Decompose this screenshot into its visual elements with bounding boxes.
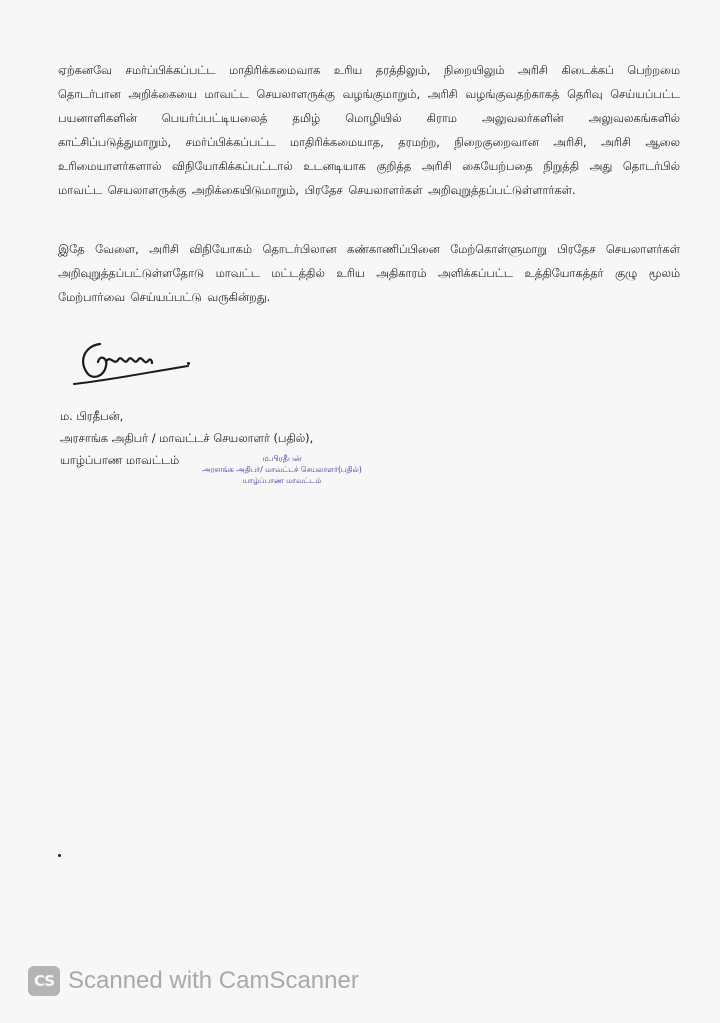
stamp-name: ம.பிரதீபன் — [262, 454, 302, 463]
scan-speck — [58, 854, 61, 857]
body-paragraph-2: இதே வேளை, அரிசி விநியோகம் தொடர்பிலான கண்காணிப்பினை மேற்கொள்ளுமாறு பிரதேச செயலாளர்கள் அறிவுறுத்தப்பட்டுள்ளதோடு மாவட்ட மட்டத்தில் உரிய அதிகாரம் அளிக்கப்பட்ட உத்தியோகத்தர் குழு மூலம் மேற்பார்வை செய்யப்பட்டு வருகின்றது. — [58, 242, 680, 304]
camscanner-watermark — [28, 966, 359, 996]
stamp-district: யாழ்ப்பாண மாவட்டம் — [242, 476, 322, 485]
watermark-text: Scanned with CamScanner — [68, 967, 359, 994]
signature-dot — [187, 362, 190, 365]
handwritten-signature — [70, 336, 195, 386]
signatory-name: ம. பிரதீபன், — [60, 409, 124, 423]
signatory-district: யாழ்ப்பாண மாவட்டம் — [60, 453, 180, 467]
official-stamp — [172, 453, 392, 486]
body-paragraph-1: ஏற்கனவே சமர்ப்பிக்கப்பட்ட மாதிரிக்கமைவாக உரிய தரத்திலும், நிறையிலும் அரிசி கிடைக்கப் பெற்றமை தொடர்பான அறிக்கையை மாவட்ட செயலாளருக்கு வழங்குமாறும், அரிசி வழங்குவதற்காகத் தெரிவு செய்யப்பட்ட பயனாளிகளின் பெயர்ப்பட்டியலைத் தமிழ் மொழியில் கிராம அலுவலர்களின் அலுவலகங்களில் காட்சிப்படுத்துமாறும், சமர்ப்பிக்கப்பட்ட மாதிரிக்கமையாத, தரமற்ற, நிறைகுறைவான அரிசி, அரிசி ஆலை உரிமையாளர்களால் விநியோகிக்கப்பட்டால் உடனடியாக குறித்த அரிசி கையேற்பதை நிறுத்தி அது தொடர்பில் மாவட்ட செயலாளருக்கு அறிக்கையிடுமாறும், பிரதேச செயலாளர்கள் அறிவுறுத்தப்பட்டுள்ளார்கள். — [58, 63, 680, 197]
camscanner-logo-icon: CS — [28, 966, 60, 996]
stamp-title: அரசாங்க அதிபர்/ மாவட்டச் செயலாளர்(பதில்) — [202, 465, 362, 474]
signatory-title: அரசாங்க அதிபர் / மாவட்டச் செயலாளர் (பதில்), — [60, 431, 314, 445]
